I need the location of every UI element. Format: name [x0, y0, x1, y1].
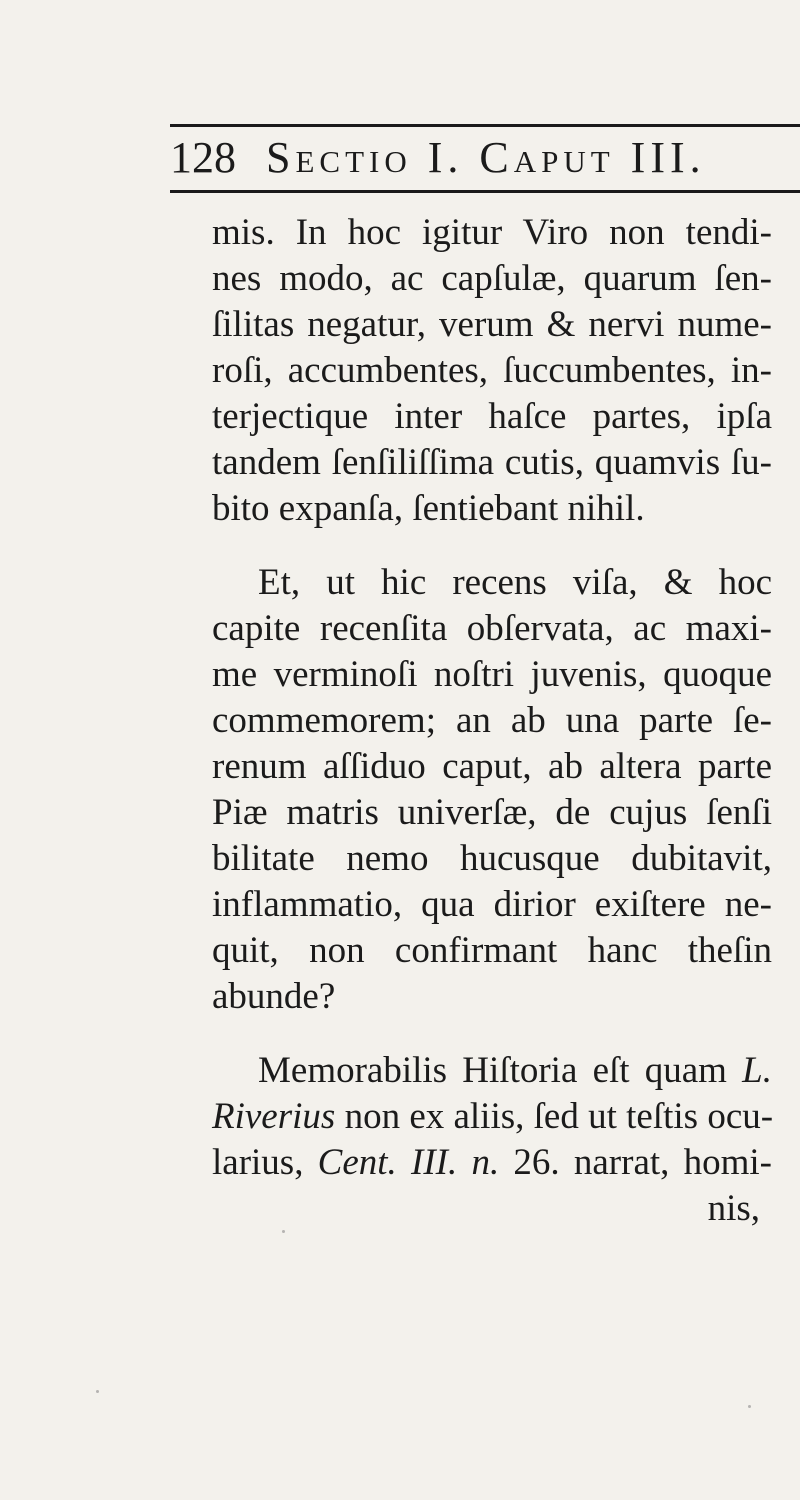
- text-line: abunde?: [212, 976, 336, 1017]
- page-number: 128: [170, 133, 236, 182]
- paragraph-gap: [212, 532, 772, 560]
- header-rule-top: [170, 124, 800, 127]
- paper-speck: [96, 1390, 99, 1393]
- paper-speck: [748, 1405, 751, 1408]
- line-text: . narrat, homi-: [550, 1142, 772, 1183]
- author-name: Riverius: [212, 1096, 336, 1137]
- text-line: nes modo, ac capſulæ, quarum ſen-: [212, 258, 772, 299]
- text-line: renum aſſiduo caput, ab altera parte: [212, 746, 772, 787]
- running-title: Sectio I. Caput III.: [266, 133, 706, 182]
- paper-speck: [282, 1230, 285, 1233]
- text-line: [212, 1048, 772, 1094]
- line-text: larius,: [212, 1142, 318, 1183]
- header-rule-bottom: [170, 190, 800, 193]
- text-line: [212, 1140, 772, 1186]
- paragraph-2: [212, 560, 772, 1020]
- text-line: ſilitas negatur, verum & nervi nume-: [212, 304, 772, 345]
- text-line: mis. In hoc igitur Viro non tendi-: [212, 212, 772, 253]
- paragraph-3: [212, 1048, 772, 1232]
- text-line: Et, ut hic recens viſa, & hoc: [258, 562, 772, 603]
- line-text: Memorabilis Hiſtoria eſt quam: [258, 1050, 743, 1091]
- text-line: [212, 1094, 772, 1140]
- text-line: quit, non confirmant hanc theſin: [212, 930, 772, 971]
- body-text: [212, 210, 772, 1232]
- text-line: tandem ſenſiliſſima cutis, quamvis ſu-: [212, 442, 772, 483]
- text-line: me verminoſi noſtri juvenis, quoque: [212, 654, 772, 695]
- catchword: nis,: [707, 1188, 760, 1229]
- text-line: bito expanſa, ſentiebant nihil.: [212, 488, 645, 529]
- citation-number: 26: [513, 1142, 551, 1183]
- paragraph-1: [212, 210, 772, 532]
- text-line: roſi, accumbentes, ſuccumbentes, in-: [212, 350, 772, 391]
- text-line: inflammatio, qua dirior exiſtere ne-: [212, 884, 772, 925]
- text-line: commemorem; an ab una parte ſe-: [212, 700, 772, 741]
- text-line: terjectique inter haſce partes, ipſa: [212, 396, 772, 437]
- text-line: capite recenſita obſervata, ac maxi-: [212, 608, 772, 649]
- line-text: non ex aliis, ſed ut teſtis ocu-: [335, 1096, 774, 1137]
- running-header: [170, 132, 800, 184]
- citation: Cent. III. n.: [317, 1142, 500, 1183]
- text-line: bilitate nemo hucusque dubitavit,: [212, 838, 772, 879]
- paragraph-gap: [212, 1020, 772, 1048]
- author-initial: L.: [742, 1050, 772, 1091]
- text-line: Piæ matris univerſæ, de cujus ſenſi: [212, 792, 772, 833]
